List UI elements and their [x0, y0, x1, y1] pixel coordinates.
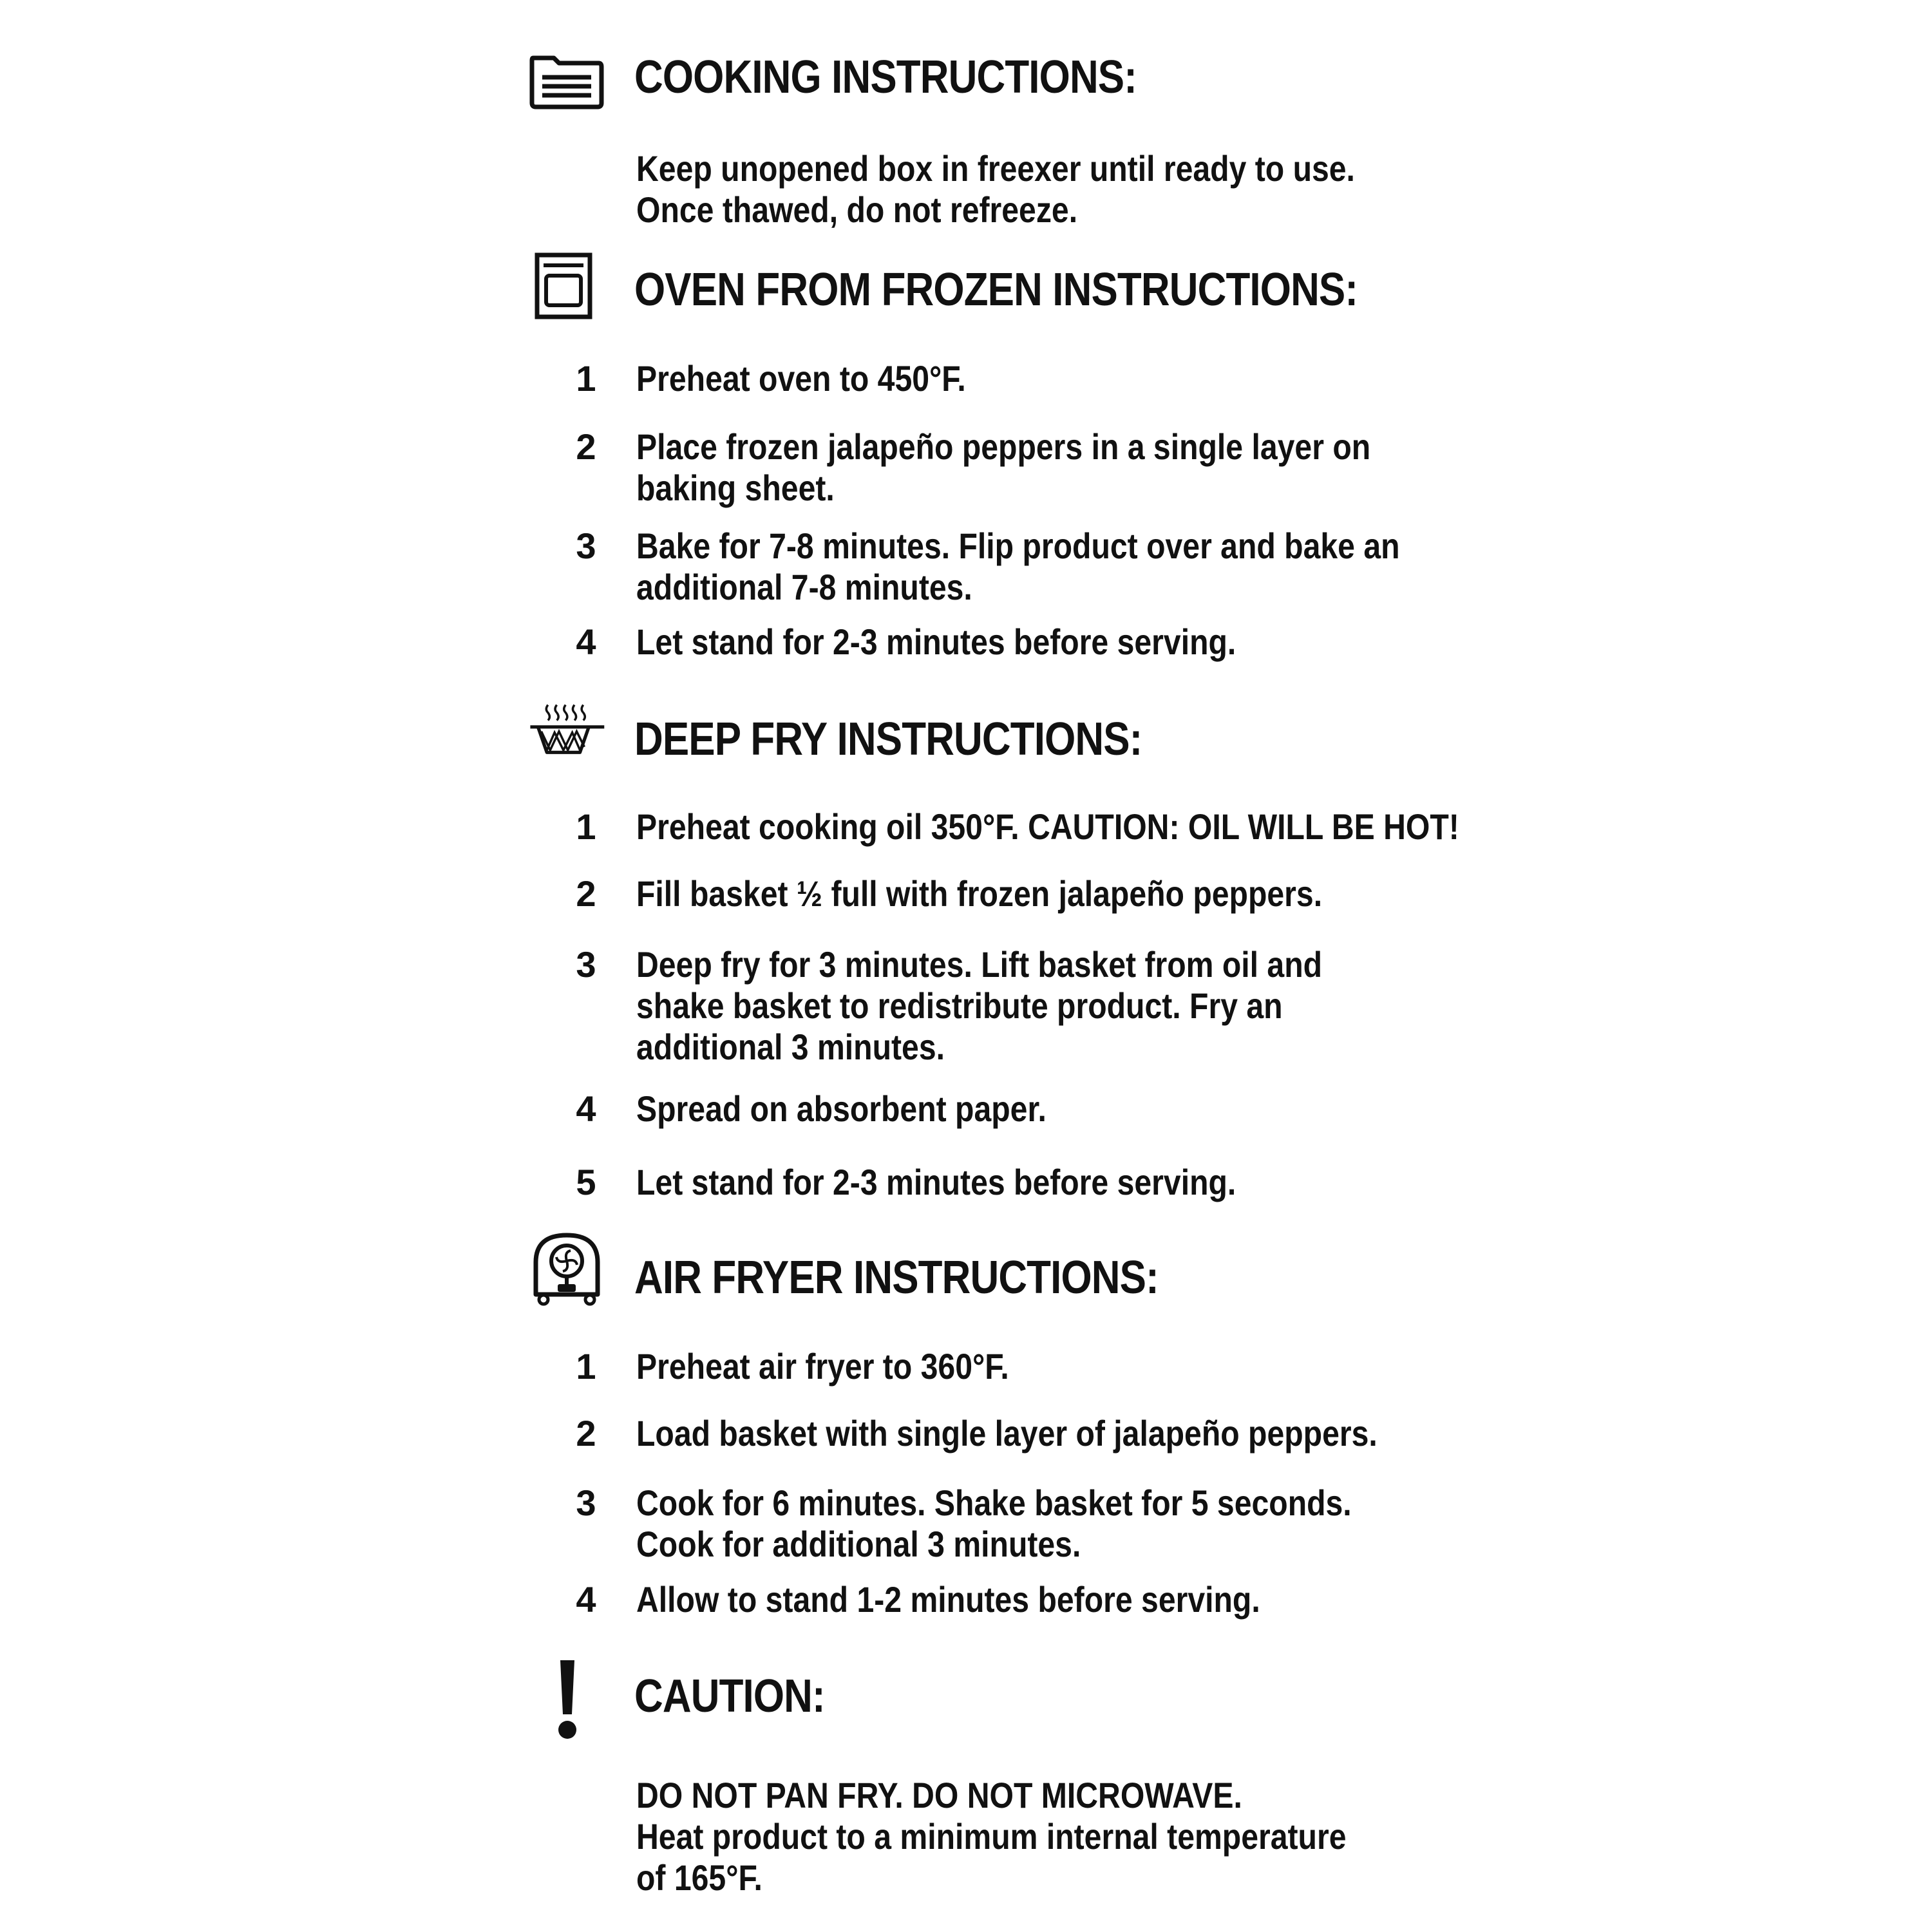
caution-title: CAUTION:	[634, 1671, 825, 1722]
airfryer-step-line: Preheat air fryer to 360°F.	[636, 1346, 1009, 1387]
document-icon	[528, 52, 605, 109]
deepfry-step-line: Deep fry for 3 minutes. Lift basket from oil and	[636, 944, 1323, 985]
deepfry-step-text	[636, 873, 1322, 914]
airfryer-step-line: Cook for additional 3 minutes.	[636, 1524, 1081, 1564]
airfryer-title: AIR FRYER INSTRUCTIONS:	[634, 1252, 1159, 1303]
deepfry-title: DEEP FRY INSTRUCTIONS:	[634, 714, 1142, 765]
caution-line: Heat product to a minimum internal temperature	[636, 1816, 1347, 1857]
deepfry-step-line: shake basket to redistribute product. Fry an	[636, 985, 1283, 1026]
deepfry-step-number: 5	[576, 1162, 596, 1202]
airfryer-step-line: Load basket with single layer of jalapeño peppers.	[636, 1413, 1378, 1454]
airfryer-step-line: Cook for 6 minutes. Shake basket for 5 seconds.	[636, 1482, 1352, 1523]
oven-step-number: 4	[576, 621, 596, 662]
deepfry-step-number: 1	[576, 806, 596, 847]
airfryer-step-text	[636, 1482, 1352, 1565]
oven-step-text	[636, 526, 1400, 608]
oven-step-text	[636, 621, 1236, 663]
cooking-text	[636, 148, 1355, 231]
deepfry-step-text	[636, 1162, 1236, 1203]
oven-step-text	[636, 358, 966, 399]
airfryer-step-number: 4	[576, 1579, 596, 1620]
fryer-basket-icon	[528, 701, 605, 760]
deepfry-step-line: additional 3 minutes.	[636, 1027, 945, 1067]
deepfry-step-line: Let stand for 2-3 minutes before serving.	[636, 1162, 1236, 1202]
oven-step-number: 3	[576, 526, 596, 566]
deepfry-step-line: Spread on absorbent paper.	[636, 1088, 1046, 1129]
exclamation-icon	[528, 1658, 605, 1741]
oven-step-line: Preheat oven to 450°F.	[636, 358, 966, 399]
deepfry-step-line: Preheat cooking oil 350°F. CAUTION: OIL WILL BE HOT!	[636, 806, 1459, 847]
airfryer-step-number: 2	[576, 1413, 596, 1454]
cooking-line: Once thawed, do not refreeze.	[636, 189, 1078, 230]
airfryer-step-line: Allow to stand 1-2 minutes before serving.	[636, 1579, 1260, 1620]
caution-line: DO NOT PAN FRY. DO NOT MICROWAVE.	[636, 1775, 1242, 1815]
airfryer-step-number: 3	[576, 1482, 596, 1523]
caution-text	[636, 1775, 1347, 1899]
oven-step-text	[636, 426, 1370, 509]
oven-step-line: baking sheet.	[636, 468, 835, 508]
oven-step-line: Bake for 7-8 minutes. Flip product over and bake an	[636, 526, 1400, 566]
airfryer-step-text	[636, 1413, 1378, 1454]
deepfry-step-text	[636, 806, 1459, 848]
oven-step-number: 2	[576, 426, 596, 467]
airfryer-step-number: 1	[576, 1346, 596, 1387]
deepfry-step-number: 2	[576, 873, 596, 914]
deepfry-step-number: 4	[576, 1088, 596, 1129]
air-fryer-icon	[528, 1230, 605, 1307]
oven-icon	[528, 251, 605, 322]
deepfry-step-number: 3	[576, 944, 596, 985]
deepfry-step-text	[636, 944, 1322, 1068]
oven-step-line: Place frozen jalapeño peppers in a single layer on	[636, 426, 1371, 467]
airfryer-step-text	[636, 1579, 1260, 1620]
oven-step-number: 1	[576, 358, 596, 399]
oven-title: OVEN FROM FROZEN INSTRUCTIONS:	[634, 264, 1358, 316]
oven-step-line: additional 7-8 minutes.	[636, 567, 972, 607]
oven-step-line: Let stand for 2-3 minutes before serving.	[636, 621, 1236, 662]
deepfry-step-text	[636, 1088, 1046, 1130]
cooking-line: Keep unopened box in freexer until ready to use.	[636, 148, 1355, 189]
cooking-title: COOKING INSTRUCTIONS:	[634, 52, 1137, 103]
airfryer-step-text	[636, 1346, 1009, 1387]
caution-line: of 165°F.	[636, 1857, 762, 1898]
deepfry-step-line: Fill basket ½ full with frozen jalapeño peppers.	[636, 873, 1323, 914]
